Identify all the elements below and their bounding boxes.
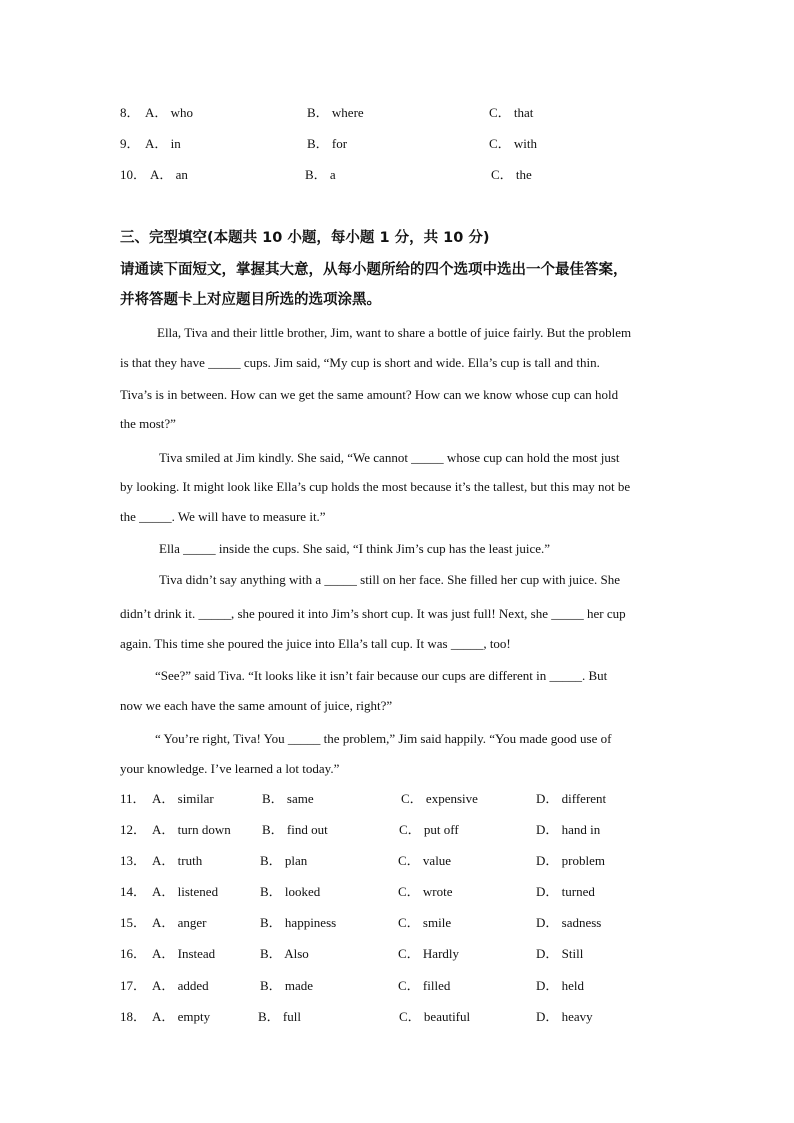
question-row-14 (0, 882, 794, 902)
passage-line: Ella _____ inside the cups. She said, “I think Jim’s cup has the least juice.” (159, 541, 551, 556)
question-row-18 (0, 1007, 794, 1027)
option-b: B． same (262, 791, 314, 806)
question-row-16 (0, 944, 794, 964)
question-number: 14． (120, 884, 147, 899)
option-d: D． held (536, 978, 585, 993)
option-b: B． a (305, 167, 336, 182)
option-d: D． problem (536, 853, 605, 868)
option-c: C． Hardly (398, 946, 460, 961)
question-number: 17． (120, 978, 147, 993)
option-d: D． Still (536, 946, 584, 961)
option-row-10 (0, 165, 794, 185)
option-b: B． made (260, 978, 314, 993)
option-d: D． turned (536, 884, 595, 899)
option-b: B． where (307, 105, 364, 120)
passage-line: Tiva’s is in between. How can we get the same amount? How can we know whose cup can hold (120, 387, 619, 402)
option-a: A． Instead (152, 946, 216, 961)
question-row-13 (0, 851, 794, 871)
option-c: C． beautiful (399, 1009, 471, 1024)
option-b: B． looked (260, 884, 321, 899)
passage-line: again. This time she poured the juice into Ella’s tall cup. It was _____, too! (120, 636, 511, 651)
option-c: C． put off (399, 822, 459, 837)
option-a: A． anger (152, 915, 207, 930)
passage-line: is that they have _____ cups. Jim said, “My cup is short and wide. Ella’s cup is tall and thin. (120, 355, 600, 370)
option-a: A． turn down (152, 822, 231, 837)
question-row-15 (0, 913, 794, 933)
option-a: A． listened (152, 884, 219, 899)
option-d: D． different (536, 791, 607, 806)
section-title: 三、完型填空(本题共 10 小题，每小题 1 分，共 10 分) (120, 230, 490, 246)
option-c: C． wrote (398, 884, 453, 899)
option-a: A． an (150, 167, 188, 182)
option-c: C． expensive (401, 791, 478, 806)
section-instruction-line-2: 并将答题卡上对应题目所选的选项涂黑。 (120, 292, 381, 308)
question-number: 16． (120, 946, 147, 961)
option-b: B． happiness (260, 915, 337, 930)
question-row-12 (0, 820, 794, 840)
question-number: 9． (120, 136, 140, 151)
option-a: A． similar (152, 791, 214, 806)
option-a: A． truth (152, 853, 203, 868)
question-number: 8． (120, 105, 140, 120)
passage-line: by looking. It might look like Ella’s cup holds the most because it’s the tallest, but this may not be (120, 479, 631, 494)
option-d: D． heavy (536, 1009, 593, 1024)
option-d: D． hand in (536, 822, 601, 837)
option-row-8 (0, 103, 794, 123)
option-a: A． empty (152, 1009, 211, 1024)
question-number: 10． (120, 167, 147, 182)
option-c: C． with (489, 136, 538, 151)
passage-line: didn’t drink it. _____, she poured it into Jim’s short cup. It was just full! Next, she _____ her cup (120, 606, 626, 621)
option-c: C． that (489, 105, 534, 120)
passage-line: now we each have the same amount of juice, right?” (120, 698, 393, 713)
option-a: A． in (145, 136, 181, 151)
option-b: B． find out (262, 822, 328, 837)
passage-line: the _____. We will have to measure it.” (120, 509, 326, 524)
question-number: 18． (120, 1009, 147, 1024)
option-b: B． for (307, 136, 348, 151)
option-c: C． smile (398, 915, 452, 930)
option-b: B． full (258, 1009, 301, 1024)
question-number: 12． (120, 822, 147, 837)
passage-line: Tiva smiled at Jim kindly. She said, “We cannot _____ whose cup can hold the most just (159, 450, 620, 465)
option-c: C． value (398, 853, 452, 868)
passage-line: “See?” said Tiva. “It looks like it isn’t fair because our cups are different in _____. But (155, 668, 608, 683)
option-d: D． sadness (536, 915, 602, 930)
option-a: A． who (145, 105, 194, 120)
option-b: B． Also (260, 946, 309, 961)
question-number: 15． (120, 915, 147, 930)
option-c: C． the (491, 167, 532, 182)
option-row-9 (0, 134, 794, 154)
passage-line: “ You’re right, Tiva! You _____ the problem,” Jim said happily. “You made good use of (155, 731, 612, 746)
question-number: 13． (120, 853, 147, 868)
passage-line: the most?” (120, 416, 176, 431)
question-number: 11． (120, 791, 146, 806)
passage-line: your knowledge. I’ve learned a lot today.” (120, 761, 340, 776)
option-a: A． added (152, 978, 209, 993)
passage-line: Tiva didn’t say anything with a _____ still on her face. She filled her cup with juice. She (159, 572, 621, 587)
passage-line: Ella, Tiva and their little brother, Jim, want to share a bottle of juice fairly. But the problem (157, 325, 632, 340)
option-c: C． filled (398, 978, 451, 993)
question-row-11 (0, 789, 794, 809)
option-b: B． plan (260, 853, 308, 868)
section-instruction-line-1: 请通读下面短文，掌握其大意，从每小题所给的四个选项中选出一个最佳答案， (120, 262, 628, 278)
question-row-17 (0, 976, 794, 996)
